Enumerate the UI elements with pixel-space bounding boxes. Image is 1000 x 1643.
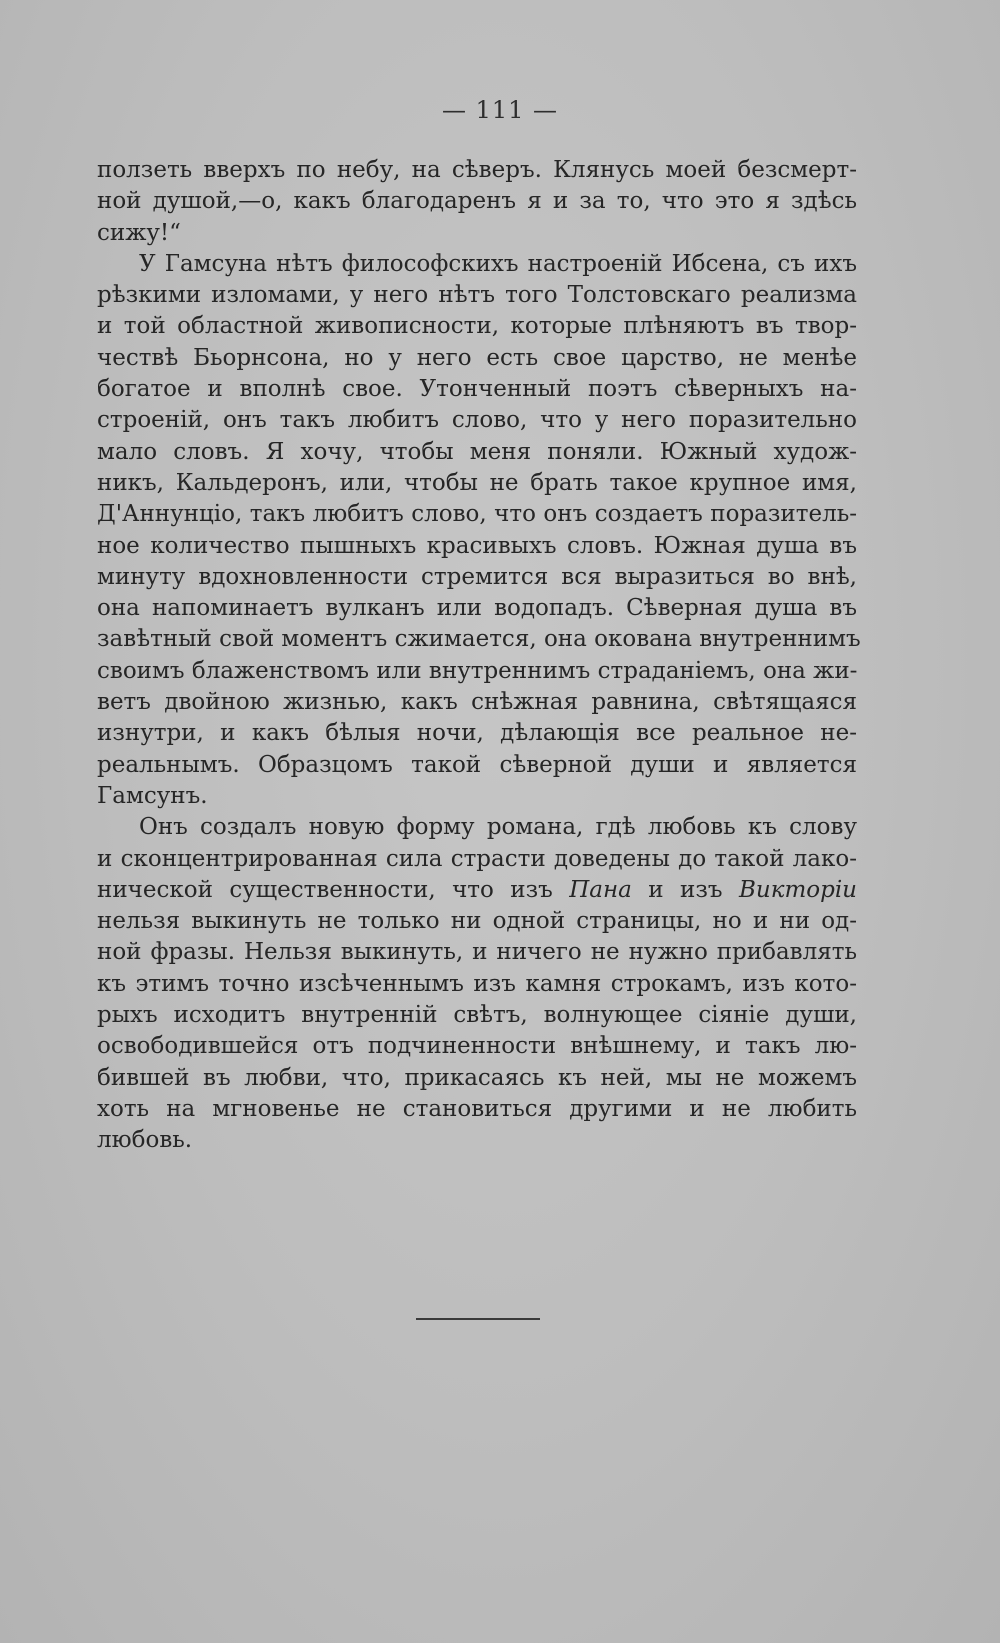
text-line: Д'Аннунціо, такъ любитъ слово, что онъ создаетъ поразитель- (97, 501, 857, 528)
text-line: мало словъ. Я хочу, чтобы меня поняли. Южный худож- (97, 438, 857, 465)
text-line: рыхъ исходитъ внутренній свѣтъ, волнующее сіяніе души, (97, 1002, 857, 1029)
italic-title: Пана (569, 876, 632, 903)
text-segment: и изъ (631, 876, 739, 903)
text-line (97, 875, 857, 906)
text-line: нельзя выкинуть не только ни одной страницы, но и ни од- (97, 908, 857, 935)
italic-title: Викторіи (739, 876, 857, 903)
text-line: Онъ создалъ новую форму романа, гдѣ любовь къ слову (139, 814, 857, 841)
text-line: ное количество пышныхъ красивыхъ словъ. Южная душа въ (97, 532, 857, 559)
text-line: сижу!“ (97, 219, 181, 246)
text-segment: нической существенности, что изъ (97, 876, 570, 903)
text-line: чествѣ Бьорнсона, но у него есть свое царство, не менѣе (97, 344, 857, 371)
text-line: никъ, Кальдеронъ, или, чтобы не брать такое крупное имя, (97, 469, 857, 496)
end-rule-divider (416, 1318, 540, 1320)
text-line: богатое и вполнѣ свое. Утонченный поэтъ сѣверныхъ на- (97, 376, 857, 403)
text-line: реальнымъ. Образцомъ такой сѣверной души и является (97, 751, 857, 778)
text-line: и той областной живописности, которые плѣняютъ въ твор- (97, 313, 857, 340)
text-line: бившей въ любви, что, прикасаясь къ ней, мы не можемъ (97, 1064, 857, 1091)
text-line: строеній, онъ такъ любитъ слово, что у него поразительно (97, 407, 857, 434)
text-line: У Гамсуна нѣтъ философскихъ настроеній Ибсена, съ ихъ (139, 250, 857, 277)
text-line: ветъ двойною жизнью, какъ снѣжная равнина, свѣтящаяся (97, 689, 857, 716)
text-line: и сконцентрированная сила страсти доведены до такой лако- (97, 845, 857, 872)
text-line: рѣзкими изломами, у него нѣтъ того Толстовскаго реализма (97, 282, 857, 309)
text-line: любовь. (97, 1127, 193, 1154)
text-line: минуту вдохновленности стремится вся выразиться во внѣ, (97, 563, 857, 590)
body-text (97, 155, 861, 1157)
text-line: освободившейся отъ подчиненности внѣшнему, и такъ лю- (97, 1033, 857, 1060)
text-line: своимъ блаженствомъ или внутреннимъ страданіемъ, она жи- (97, 657, 858, 684)
text-line: Гамсунъ. (97, 782, 208, 809)
text-line: завѣтный свой моментъ сжимается, она окована внутреннимъ (97, 626, 861, 653)
text-line: ползеть вверхъ по небу, на сѣверъ. Клянусь моей безсмерт- (97, 157, 857, 183)
text-line: хоть на мгновенье не становиться другими и не любить (97, 1095, 857, 1122)
text-line: она напоминаетъ вулканъ или водопадъ. Сѣверная душа въ (97, 595, 857, 622)
page-number: — 111 — (441, 96, 559, 124)
text-line: къ этимъ точно изсѣченнымъ изъ камня строкамъ, изъ кото- (97, 970, 857, 997)
text-line: ной фразы. Нельзя выкинуть, и ничего не нужно прибавлять (97, 939, 857, 966)
text-line: изнутри, и какъ бѣлыя ночи, дѣлающія все реальное не- (97, 720, 857, 747)
text-line: ной душой,—о, какъ благодаренъ я и за то, что это я здѣсь (97, 188, 857, 215)
